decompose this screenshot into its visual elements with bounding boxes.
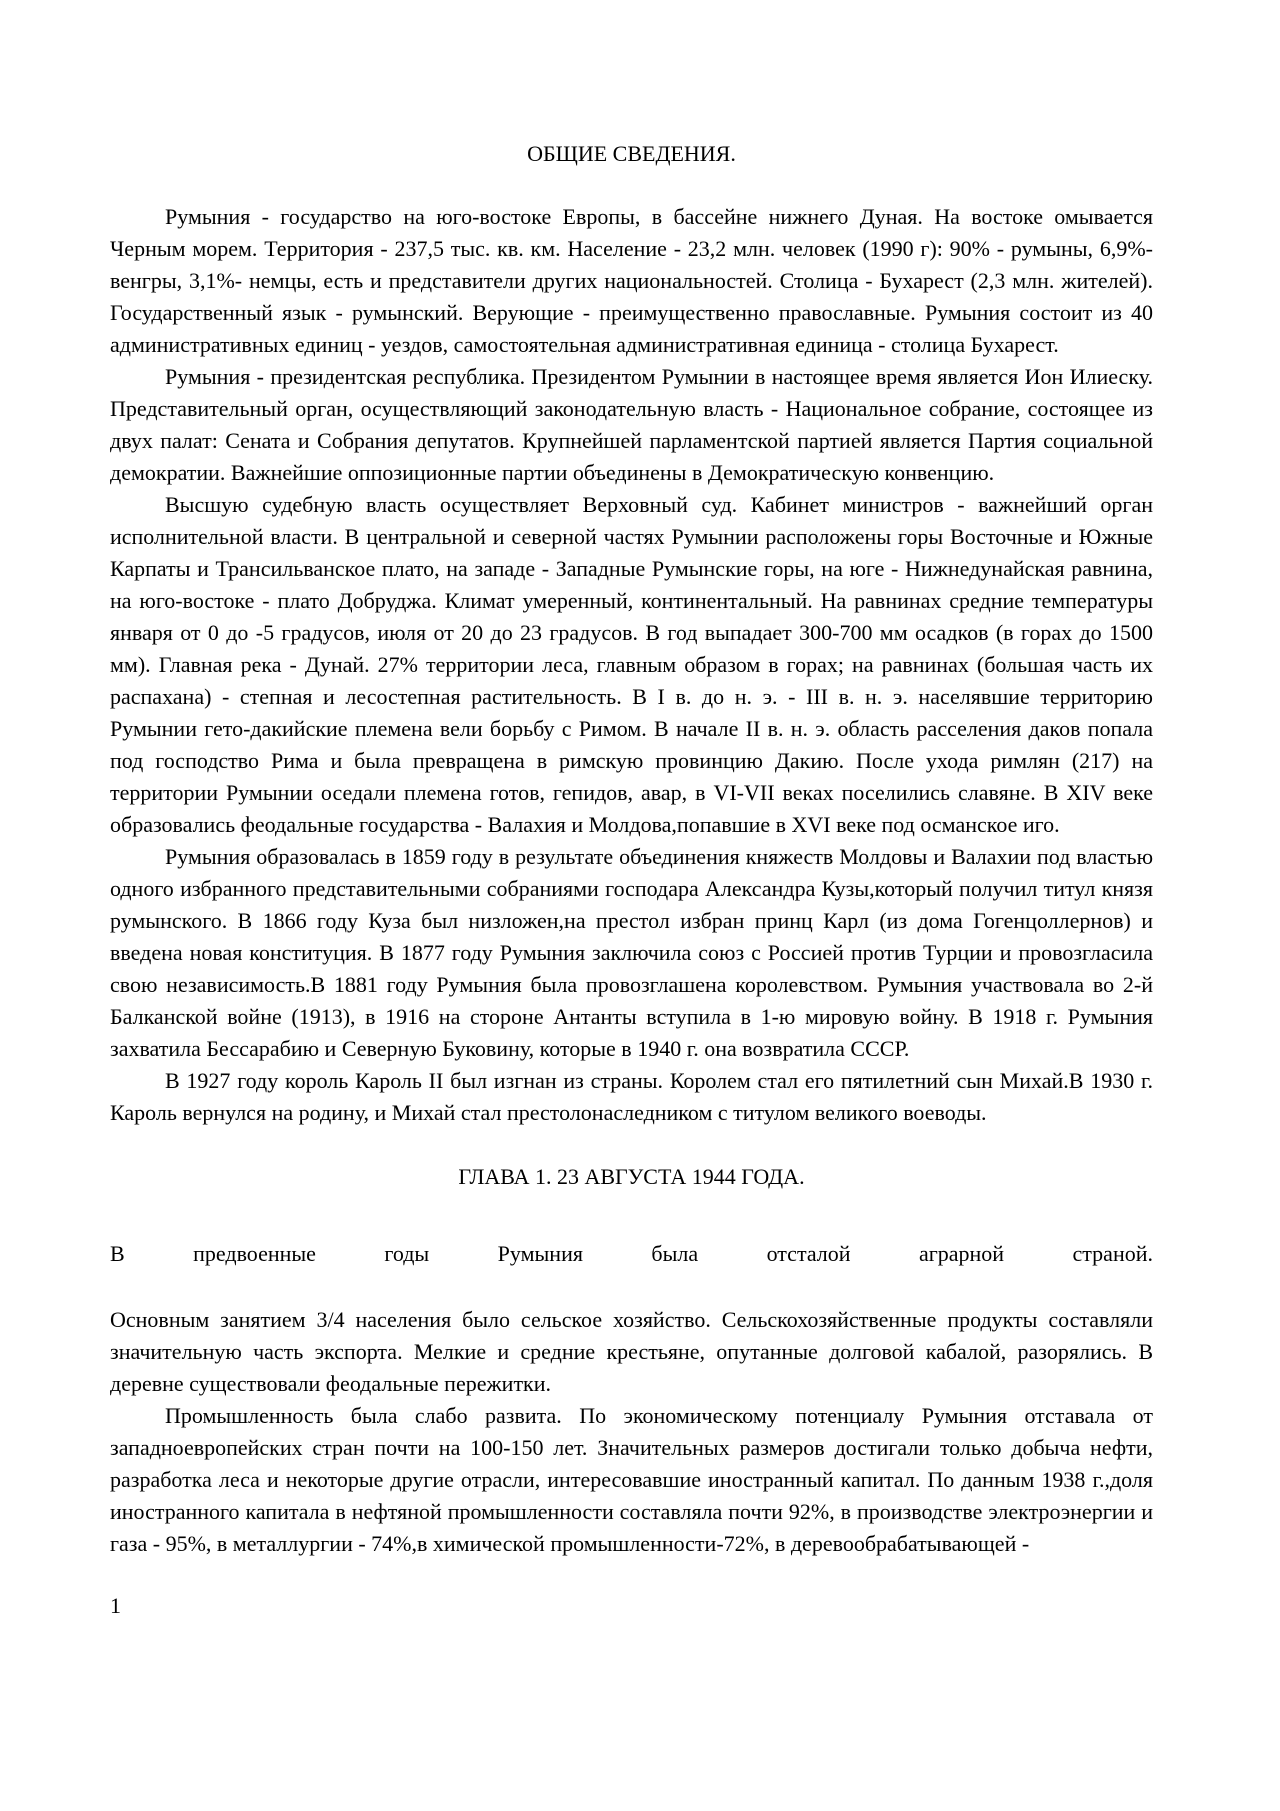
paragraph-general-info: Румыния - государство на юго-востоке Европы, в бассейне нижнего Дуная. На востоке омывается Черным морем. Территория - 237,5 тыс. кв. км. Население - 23,2 млн. человек (1990 г): 90% - румыны, 6,9%- венгры, 3,1%- немцы, есть и представители других национальностей. Столица - Бухарест (2,3 млн. жителей). Государственный язык - румынский. Верующие - преимущественно православные. Румыния состоит из 40 административных единиц - уездов, самостоятельная административная единица - столица Бухарест. xyxy=(110,204,1153,357)
paragraph-industry: Промышленность была слабо развита. По экономическому потенциалу Румыния отставала от западноевропейских стран почти на 100-150 лет. Значительных размеров достигали только добыча нефти, разработка леса и некоторые другие отрасли, интересовавшие иностранный капитал. По данным 1938 г.,доля иностранного капитала в нефтяной промышленности составляла почти 92%, в производстве электроэнергии и газа - 95%, в металлургии - 74%,в химической промышленности-72%, в деревообрабатывающей - xyxy=(110,1403,1153,1556)
paragraph-prewar-line: В предвоенные годы Румыния была отсталой аграрной страной. xyxy=(110,1241,1153,1266)
paragraph-king-1927: В 1927 году король Кароль II был изгнан из страны. Королем стал его пятилетний сын Михай.В 1930 г. Кароль вернулся на родину, и Михай стал престолонаследником с титулом великого воеводы. xyxy=(110,1068,1153,1125)
page-number: 1 xyxy=(110,1593,121,1618)
paragraph-formation-1859: Румыния образовалась в 1859 году в результате объединения княжеств Молдовы и Валахии под властью одного избранного представительными собраниями господара Александра Кузы,который получил титул князя румынского. В 1866 году Куза был низложен,на престол избран принц Карл (из дома Гогенцоллернов) и введена новая конституция. В 1877 году Румыния заключила союз с Россией против Турции и провозгласила свою независимость.В 1881 году Румыния была провозглашена королевством. Румыния участвовала во 2-й Балканской войне (1913), в 1916 на стороне Антанты вступила в 1-ю мировую войну. В 1918 г. Румыния захватила Бессарабию и Северную Буковину, которые в 1940 г. она возвратила СССР. xyxy=(110,844,1153,1061)
paragraph-agriculture: Основным занятием 3/4 населения было сельское хозяйство. Сельскохозяйственные продукты составляли значительную часть экспорта. Мелкие и средние крестьяне, опутанные долговой кабалой, разорялись. В деревне существовали феодальные пережитки. xyxy=(110,1307,1153,1396)
paragraph-geography-history: Высшую судебную власть осуществляет Верховный суд. Кабинет министров - важнейший орган исполнительной власти. В центральной и северной частях Румынии расположены горы Восточные и Южные Карпаты и Трансильванское плато, на западе - Западные Румынские горы, на юге - Нижнедунайская равнина, на юго-востоке - плато Добруджа. Климат умеренный, континентальный. На равнинах средние температуры января от 0 до -5 градусов, июля от 20 до 23 градусов. В год выпадает 300-700 мм осадков (в горах до 1500 мм). Главная река - Дунай. 27% территории леса, главным образом в горах; на равнинах (большая часть их распахана) - степная и лесостепная растительность. В I в. до н. э. - III в. н. э. населявшие территорию Румынии гето-дакийские племена вели борьбу с Римом. В начале II в. н. э. область расселения даков попала под господство Рима и была превращена в римскую провинцию Дакию. После ухода римлян (217) на территории Румынии оседали племена готов, гепидов, авар, в VI-VII веках поселились славяне. В XIV веке образовались феодальные государства - Валахия и Молдова,попавшие в XVI веке под османское иго. xyxy=(110,492,1153,837)
chapter-heading: ГЛАВА 1. 23 АВГУСТА 1944 ГОДА. xyxy=(458,1164,805,1189)
paragraph-republic: Румыния - президентская республика. Президентом Румынии в настоящее время является Ион Илиеску. Представительный орган, осуществляющий законодательную власть - Национальное собрание, состоящее из двух палат: Сената и Собрания депутатов. Крупнейшей парламентской партией является Партия социальной демократии. Важнейшие оппозиционные партии объединены в Демократическую конвенцию. xyxy=(110,364,1153,485)
document-title: ОБЩИЕ СВЕДЕНИЯ. xyxy=(527,141,736,166)
